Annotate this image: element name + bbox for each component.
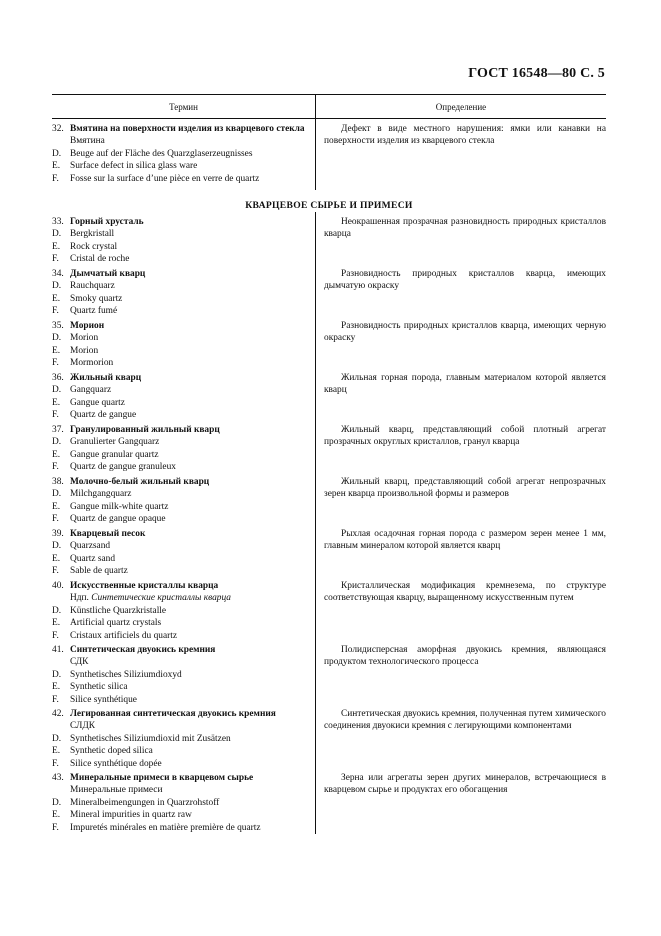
entry-number: 38. bbox=[52, 477, 64, 487]
term-entry-43 bbox=[52, 772, 314, 834]
term-entry-36 bbox=[52, 372, 314, 422]
ru-term: Вмятина на поверхности изделия из кварцевого стекла bbox=[70, 124, 305, 134]
definition-35: Разновидность природных кристаллов кварца, имеющих черную окраску bbox=[324, 321, 606, 344]
fr-line bbox=[52, 565, 314, 577]
de-term: Synthetisches Siliziumdioxid mit Zusätzen bbox=[70, 733, 231, 744]
lang-label-fr: F. bbox=[52, 462, 59, 473]
en-line bbox=[52, 809, 314, 821]
en-line bbox=[52, 449, 314, 461]
term-head-line bbox=[52, 216, 314, 228]
entry-number: 43. bbox=[52, 773, 64, 783]
term-head-line bbox=[52, 708, 314, 720]
fr-line bbox=[52, 357, 314, 369]
alt-term: СЛДК bbox=[70, 721, 96, 732]
fr-term: Quartz de gangue bbox=[70, 410, 137, 421]
fr-line bbox=[52, 409, 314, 421]
de-line bbox=[52, 280, 314, 292]
definition-32: Дефект в виде местного нарушения: ямки или канавки на поверхности изделия из кварцевого стекла bbox=[324, 124, 606, 147]
de-term: Bergkristall bbox=[70, 229, 115, 240]
lang-label-fr: F. bbox=[52, 410, 59, 421]
term-head-line bbox=[52, 772, 314, 784]
en-line bbox=[52, 553, 314, 565]
en-line bbox=[52, 345, 314, 357]
fr-term: Cristaux artificiels du quartz bbox=[70, 630, 177, 641]
definition-34: Разновидность природных кристаллов кварца, имеющих дымчатую окраску bbox=[324, 269, 606, 292]
term-entry-41 bbox=[52, 644, 314, 706]
de-line bbox=[52, 228, 314, 240]
lang-label-en: E. bbox=[52, 501, 61, 512]
definition-41: Полидисперсная аморфная двуокись кремния, являющаяся продуктом технологического процесса bbox=[324, 645, 606, 668]
term-head-line bbox=[52, 580, 314, 592]
en-line bbox=[52, 293, 314, 305]
definition-40: Кристаллическая модификация кремнезема, по структуре соответствующая кварцу, выращенному искусственным путем bbox=[324, 581, 606, 604]
definition-43: Зерна или агрегаты зерен других минералов, встречающиеся в кварцевом сырье и продуктах его обогащения bbox=[324, 773, 606, 796]
column-header-term: Термин bbox=[169, 102, 198, 112]
fr-term: Impuretés minérales en matière première de quartz bbox=[70, 822, 261, 833]
term-entry-40 bbox=[52, 580, 314, 642]
fr-term: Sable de quartz bbox=[70, 566, 128, 577]
de-term: Synthetisches Siliziumdioxyd bbox=[70, 669, 182, 680]
lang-label-fr: F. bbox=[52, 758, 59, 769]
definition-42: Синтетическая двуокись кремния, полученная путем химического соединения двуокиси кремния с легирующими компонентами bbox=[324, 709, 606, 732]
ru-term: Легированная синтетическая двуокись кремния bbox=[70, 709, 276, 719]
section-title: КВАРЦЕВОЕ СЫРЬЕ И ПРИМЕСИ bbox=[245, 200, 413, 211]
en-term: Synthetic doped silica bbox=[70, 746, 153, 757]
fr-line bbox=[52, 694, 314, 706]
lang-label-de: D. bbox=[52, 229, 62, 240]
de-term: Milchgangquarz bbox=[70, 489, 132, 500]
term-entry-34 bbox=[52, 268, 314, 318]
de-term: Beuge auf der Fläche des Quarzglaserzeugnisses bbox=[70, 148, 253, 159]
entry-number: 35. bbox=[52, 321, 64, 331]
term-entry-37 bbox=[52, 424, 314, 474]
term-head-line bbox=[52, 268, 314, 280]
de-line bbox=[52, 669, 314, 681]
fr-term: Silice synthétique bbox=[70, 694, 137, 705]
en-line bbox=[52, 397, 314, 409]
fr-term: Quartz fumé bbox=[70, 306, 118, 317]
lang-label-en: E. bbox=[52, 241, 61, 252]
entry-number: 32. bbox=[52, 124, 64, 134]
fr-term: Quartz de gangue granuleux bbox=[70, 462, 176, 473]
lang-label-de: D. bbox=[52, 489, 62, 500]
lang-label-de: D. bbox=[52, 281, 62, 292]
ru-term: Молочно-белый жильный кварц bbox=[70, 477, 210, 487]
fr-line bbox=[52, 822, 314, 834]
entry-number: 42. bbox=[52, 709, 64, 719]
en-term: Surface defect in silica glass ware bbox=[70, 161, 198, 172]
term-entry-32 bbox=[52, 123, 314, 185]
deprecated-term bbox=[52, 592, 314, 604]
lang-label-en: E. bbox=[52, 553, 61, 564]
lang-label-fr: F. bbox=[52, 358, 59, 369]
fr-line bbox=[52, 630, 314, 642]
ru-term: Морион bbox=[70, 321, 105, 331]
de-term: Rauchquarz bbox=[70, 281, 115, 292]
de-line bbox=[52, 436, 314, 448]
lang-label-fr: F. bbox=[52, 566, 59, 577]
de-line bbox=[52, 384, 314, 396]
en-term: Rock crystal bbox=[70, 241, 118, 252]
fr-term: Fosse sur la surface d’une pièce en verre de quartz bbox=[70, 173, 260, 184]
fr-line bbox=[52, 305, 314, 317]
entry-number: 41. bbox=[52, 645, 64, 655]
lang-label-en: E. bbox=[52, 810, 61, 821]
lang-label-de: D. bbox=[52, 541, 62, 552]
lang-label-de: D. bbox=[52, 733, 62, 744]
lang-label-de: D. bbox=[52, 333, 62, 344]
lang-label-fr: F. bbox=[52, 514, 59, 525]
en-term: Morion bbox=[70, 345, 99, 356]
en-line bbox=[52, 745, 314, 757]
definition-39: Рыхлая осадочная горная порода с размером зерен менее 1 мм, главным минералом которой является кварц bbox=[324, 529, 606, 552]
column-header-definition: Определение bbox=[435, 102, 487, 112]
fr-term: Quartz de gangue opaque bbox=[70, 514, 166, 525]
fr-term: Silice synthétique dopée bbox=[70, 758, 162, 769]
term-head-line bbox=[52, 424, 314, 436]
de-line bbox=[52, 797, 314, 809]
lang-label-de: D. bbox=[52, 669, 62, 680]
lang-label-en: E. bbox=[52, 746, 61, 757]
entry-number: 40. bbox=[52, 581, 64, 591]
ru-term: Гранулированный жильный кварц bbox=[70, 425, 220, 435]
table-header-rule bbox=[52, 118, 606, 119]
en-line bbox=[52, 241, 314, 253]
lang-label-de: D. bbox=[52, 797, 62, 808]
entry-number: 39. bbox=[52, 529, 64, 539]
de-term: Mineralbeimengungen in Quarzrohstoff bbox=[70, 797, 220, 808]
lang-label-fr: F. bbox=[52, 694, 59, 705]
en-term: Gangue granular quartz bbox=[70, 449, 159, 460]
lang-label-en: E. bbox=[52, 449, 61, 460]
lang-label-de: D. bbox=[52, 148, 62, 159]
deprecated-prefix: Ндп. bbox=[70, 593, 92, 604]
fr-line bbox=[52, 758, 314, 770]
fr-line bbox=[52, 513, 314, 525]
entry-number: 34. bbox=[52, 269, 64, 279]
de-line bbox=[52, 332, 314, 344]
term-entry-42 bbox=[52, 708, 314, 770]
en-line bbox=[52, 681, 314, 693]
definition-38: Жильный кварц, представляющий собой агрегат непрозрачных зерен кварца произвольной формы и размеров bbox=[324, 477, 606, 500]
de-term: Morion bbox=[70, 333, 99, 344]
de-line bbox=[52, 733, 314, 745]
term-entry-35 bbox=[52, 320, 314, 370]
de-term: Quarzsand bbox=[70, 541, 111, 552]
term-head-line bbox=[52, 644, 314, 656]
ru-term: Кварцевый песок bbox=[70, 529, 146, 539]
en-term: Mineral impurities in quartz raw bbox=[70, 810, 192, 821]
column-divider-lower bbox=[315, 212, 316, 834]
fr-line bbox=[52, 253, 314, 265]
term-head-line bbox=[52, 372, 314, 384]
lang-label-en: E. bbox=[52, 397, 61, 408]
lang-label-de: D. bbox=[52, 437, 62, 448]
de-term: Granulierter Gangquarz bbox=[70, 437, 160, 448]
ru-term: Жильный кварц bbox=[70, 373, 142, 383]
de-term: Künstliche Quarzkristalle bbox=[70, 605, 167, 616]
de-term: Gangquarz bbox=[70, 385, 112, 396]
en-line bbox=[52, 617, 314, 629]
deprecated-term-text: Синтетические кристаллы кварца bbox=[91, 593, 231, 604]
alt-term: СДК bbox=[70, 657, 89, 668]
entry-number: 33. bbox=[52, 217, 64, 227]
term-entry-39 bbox=[52, 528, 314, 578]
alt-term: Вмятина bbox=[70, 136, 105, 147]
en-term: Gangue quartz bbox=[70, 397, 125, 408]
term-head-line bbox=[52, 528, 314, 540]
fr-term: Mormorion bbox=[70, 358, 114, 369]
lang-label-de: D. bbox=[52, 385, 62, 396]
lang-label-fr: F. bbox=[52, 254, 59, 265]
lang-label-fr: F. bbox=[52, 630, 59, 641]
entry-number: 36. bbox=[52, 373, 64, 383]
ru-term: Синтетическая двуокись кремния bbox=[70, 645, 216, 655]
table-top-rule bbox=[52, 94, 606, 95]
fr-term: Cristal de roche bbox=[70, 254, 130, 265]
entry-number: 37. bbox=[52, 425, 64, 435]
term-entry-38 bbox=[52, 476, 314, 526]
en-term: Synthetic silica bbox=[70, 682, 128, 693]
ru-term: Искусственные кристаллы кварца bbox=[70, 581, 219, 591]
definition-37: Жильный кварц, представляющий собой плотный агрегат прозрачных округлых кристаллов, гранул кварца bbox=[324, 425, 606, 448]
fr-line bbox=[52, 461, 314, 473]
term-head-line bbox=[52, 320, 314, 332]
ru-term: Горный хрусталь bbox=[70, 217, 144, 227]
de-line bbox=[52, 488, 314, 500]
lang-label-en: E. bbox=[52, 345, 61, 356]
de-line bbox=[52, 605, 314, 617]
en-term: Quartz sand bbox=[70, 553, 116, 564]
lang-label-de: D. bbox=[52, 605, 62, 616]
en-line bbox=[52, 501, 314, 513]
lang-label-fr: F. bbox=[52, 822, 59, 833]
lang-label-en: E. bbox=[52, 618, 61, 629]
lang-label-en: E. bbox=[52, 293, 61, 304]
lang-label-fr: F. bbox=[52, 306, 59, 317]
lang-label-fr: F. bbox=[52, 173, 59, 184]
definition-36: Жильная горная порода, главным материалом которой является кварц bbox=[324, 373, 606, 396]
alt-term: Минеральные примеси bbox=[70, 785, 163, 796]
ru-term: Дымчатый кварц bbox=[70, 269, 146, 279]
en-term: Artificial quartz crystals bbox=[70, 618, 162, 629]
lang-label-en: E. bbox=[52, 682, 61, 693]
en-term: Smoky quartz bbox=[70, 293, 123, 304]
term-entry-33 bbox=[52, 216, 314, 266]
ru-term: Минеральные примеси в кварцевом сырье bbox=[70, 773, 254, 783]
page-header: ГОСТ 16548—80 С. 5 bbox=[468, 66, 605, 81]
term-head-line bbox=[52, 476, 314, 488]
lang-label-en: E. bbox=[52, 161, 61, 172]
definition-33: Неокрашенная прозрачная разновидность природных кристаллов кварца bbox=[324, 217, 606, 240]
en-term: Gangue milk-white quartz bbox=[70, 501, 169, 512]
de-line bbox=[52, 540, 314, 552]
